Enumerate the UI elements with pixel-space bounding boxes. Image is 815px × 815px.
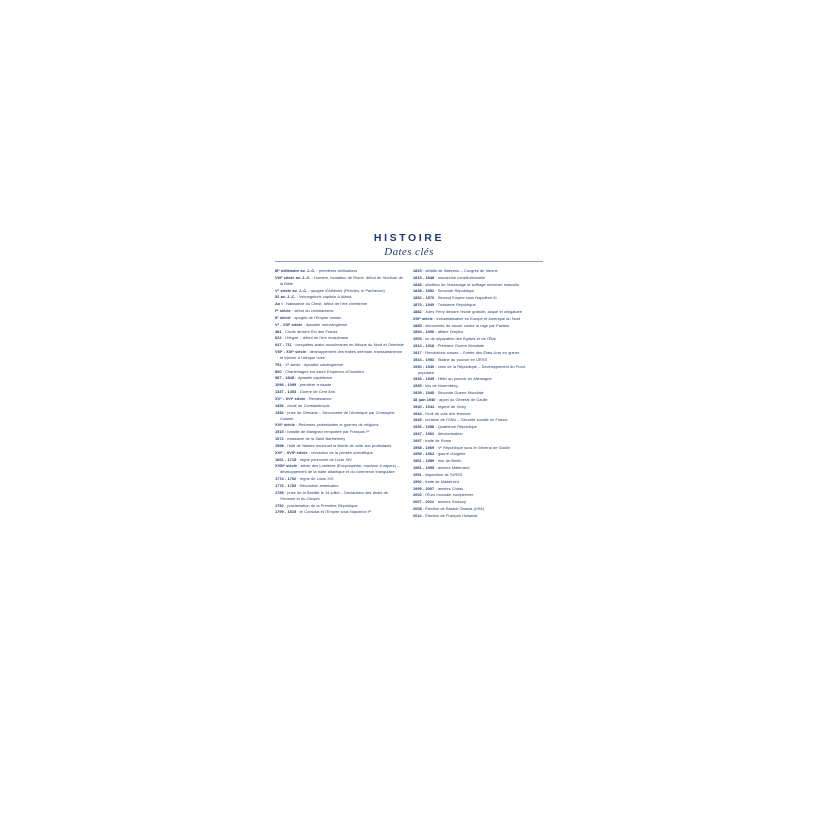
date-label: 1852 - 1870 — [413, 295, 435, 301]
date-entry — [413, 465, 542, 471]
date-description: : Vᵉ République sous le Général de Gaulle — [434, 444, 510, 450]
date-label: 1815 — [413, 268, 422, 273]
date-entry — [275, 268, 404, 274]
date-entry — [413, 424, 542, 430]
date-entry — [413, 275, 542, 281]
date-description: : Réformes protestantes et guerres de religions — [294, 422, 379, 428]
date-entry — [275, 329, 404, 335]
date-entry — [413, 506, 542, 512]
date-entry — [275, 275, 404, 287]
date-description: : Seconde Guerre Mondiale — [434, 390, 484, 396]
date-label: 987 - 1848 — [275, 375, 295, 381]
date-description: : révolution de la pensée scientifique — [307, 449, 373, 455]
date-label: An I — [275, 301, 283, 307]
date-description: : massacre de la Saint Barthélemy — [283, 436, 346, 442]
date-description: : proclamation de la Première République — [283, 502, 358, 508]
date-entry — [275, 308, 404, 314]
date-entry — [413, 357, 542, 363]
date-label: 1515 — [275, 429, 284, 435]
date-description: : Charlemagne est sacré Empereur d'Occident — [281, 368, 364, 374]
date-description: : défaite de Waterloo – Congrès de Vienne — [421, 268, 498, 273]
date-description: : Troisième République — [434, 302, 476, 308]
date-entry — [413, 288, 542, 294]
date-description: : Jules Ferry déclare l'école gratuite, laïque et obligatoire — [421, 308, 522, 314]
date-entry — [275, 483, 404, 489]
date-entry — [275, 422, 404, 428]
date-entry — [413, 486, 542, 492]
date-entry — [275, 375, 404, 381]
date-entry — [413, 404, 542, 410]
date-description: : découverte du vaccin contre la rage par Pasteur — [421, 322, 510, 328]
date-description: : apogée d'Athènes (Périclès, le Parthénon) — [307, 287, 385, 293]
date-description: : règne personnel de Louis XIV — [296, 456, 352, 462]
date-entry — [413, 282, 542, 288]
date-entry — [275, 315, 404, 321]
date-entry — [413, 390, 542, 396]
date-description: : années Sarkozy — [434, 499, 466, 505]
date-entry — [275, 490, 404, 502]
date-label: VIIIᵉ - XIXᵉ siècle — [275, 349, 306, 355]
date-description: : le Consulat et l'Empire sous Napoléon Iᵉʳ — [296, 509, 372, 515]
date-description: : chute de Constantinople — [283, 402, 330, 408]
date-entry — [413, 479, 542, 485]
date-description: : l'Euro monnaie européenne — [421, 492, 474, 498]
date-description: : Droit de vote des femmes — [421, 410, 471, 416]
date-label: 1945 — [413, 417, 422, 423]
date-label: 1959 - 1962 — [413, 451, 435, 457]
date-label: VIIIᵉ siècle av. J.-C. — [275, 274, 311, 280]
date-label: 1947 - 1962 — [413, 430, 435, 436]
date-entry — [275, 335, 404, 341]
date-entry — [275, 369, 404, 375]
date-label: 1933 - 1945 — [413, 376, 435, 382]
date-entry — [275, 457, 404, 463]
date-label: 1774 - 1792 — [275, 476, 297, 482]
date-entry — [275, 436, 404, 442]
date-description: : traité de Rome — [421, 437, 452, 443]
date-label: 1870 - 1940 — [413, 302, 435, 308]
date-description: : Vercingétorix capitule à Alésia — [295, 294, 352, 300]
date-label: 1885 — [413, 322, 422, 328]
date-label: Iᵉʳ siècle — [275, 308, 291, 314]
date-label: 1776 - 1783 — [275, 482, 297, 488]
date-label: 1914 - 1918 — [413, 343, 435, 349]
date-description: : Élection de Barack Obama (USA) — [421, 506, 485, 512]
date-entry — [413, 383, 542, 389]
date-description: : guerre d'Algérie — [434, 451, 466, 457]
date-description: : Première Guerre Mondiale — [434, 343, 485, 349]
date-description: : création de l'ONU – Sécurité sociale en France — [421, 417, 508, 423]
date-entry — [413, 451, 542, 457]
date-entry — [275, 342, 404, 348]
date-description: : années Mitterrand — [434, 465, 470, 471]
date-label: 1917 — [413, 349, 422, 355]
date-label: XVIIIᵉ siècle — [275, 463, 297, 469]
date-label: 1957 — [413, 437, 422, 443]
date-entry — [275, 476, 404, 482]
date-entry — [275, 509, 404, 515]
date-entry — [413, 438, 542, 444]
date-description: : décolonisation — [434, 430, 463, 436]
date-entry — [413, 316, 542, 322]
date-description: : Homère, fondation de Rome, début de l'écriture de la Bible — [280, 274, 403, 286]
date-description: : abolition de l'esclavage et suffrage universel masculin — [421, 281, 520, 287]
date-description: : mur de Berlin — [434, 458, 462, 464]
date-label: 1940 - 1944 — [413, 403, 435, 409]
date-label: 1848 - 1852 — [413, 288, 435, 294]
date-description: : Clovis devient Roi des Francs — [281, 328, 338, 334]
date-description: : Xᵉ siècle : dynastie carolingienne — [281, 361, 343, 367]
date-description: : Guerre de Cent Ans — [296, 389, 335, 395]
date-description: : affaire Dreyfus — [434, 329, 464, 335]
date-entry — [275, 382, 404, 388]
date-description: : années Chirac — [434, 485, 464, 491]
date-description: : conquêtes arabo-musulmanes en Afrique du Nord et Orientale — [291, 342, 404, 348]
date-entry — [275, 450, 404, 456]
date-entry — [275, 403, 404, 409]
date-label: 1939 - 1945 — [413, 390, 435, 396]
date-description: : crise de la République – Développement du Front populaire — [418, 363, 525, 375]
date-description: : Second Empire sous Napoléon III — [434, 295, 497, 301]
date-label: XVIᵉ - XVIIᵉ siècle — [275, 449, 308, 455]
date-label: 1944 — [413, 410, 422, 416]
date-label: 1799 - 1815 — [275, 509, 297, 515]
date-description: : Staline au pouvoir en URSS — [434, 356, 488, 362]
date-entry — [275, 294, 404, 300]
date-label: 1924 - 1953 — [413, 356, 435, 362]
date-description: : disparition de l'URSS — [421, 471, 463, 477]
date-description: : l'Hégire – début de l'ère musulmane — [281, 335, 349, 341]
date-label: 1935 — [413, 383, 422, 389]
date-entry — [275, 429, 404, 435]
date-description: : premières civilisations — [315, 268, 358, 273]
page-subtitle: Dates clés — [384, 246, 434, 258]
date-description: : appel du Général de Gaulle — [435, 396, 488, 402]
date-description: : Quatrième République — [434, 424, 477, 430]
date-entry — [275, 396, 404, 402]
date-label: Vᵉ - VIIIᵉ siècle — [275, 321, 303, 327]
date-entry — [413, 350, 542, 356]
date-entry — [275, 349, 404, 361]
date-label: 1792 — [275, 502, 284, 508]
date-label: 52 av. J.-C. — [275, 294, 296, 300]
date-label: 1848 — [413, 281, 422, 287]
date-label: 1598 — [275, 442, 284, 448]
dates-column-right — [413, 268, 542, 520]
date-label: 800 — [275, 368, 282, 374]
date-label: 1789 — [275, 489, 284, 495]
date-label: 1572 — [275, 436, 284, 442]
title-divider — [275, 261, 543, 262]
date-label: 2008 — [413, 506, 422, 512]
date-label: 1981 - 1995 — [413, 465, 435, 471]
date-entry — [413, 309, 542, 315]
dates-column-left — [275, 268, 404, 516]
date-description: : prise de la Bastille le 14 juillet – Déclaration des droits de l'Homme et du Citoyen — [280, 489, 388, 501]
date-entry — [413, 295, 542, 301]
page-title: HISTOIRE — [373, 232, 445, 244]
date-description: : monarchie constitutionnelle — [434, 274, 486, 280]
date-label: 1337 - 1453 — [275, 389, 297, 395]
date-description: : bataille de Marignan remportée par François Iᵉʳ — [283, 429, 370, 435]
date-description: : régime de Vichy — [434, 403, 467, 409]
date-label: 1905 — [413, 336, 422, 342]
date-label: XVᵉ - XVIᵉ siècle — [275, 395, 306, 401]
date-label: 1995 - 2007 — [413, 485, 435, 491]
date-entry — [413, 499, 542, 505]
date-label: 1453 — [275, 402, 284, 408]
date-description: : Élection de François Hollande — [421, 512, 478, 518]
date-description: : règne de Louis XVI — [296, 476, 334, 482]
date-entry — [413, 458, 542, 464]
date-description: : dynastie capétienne — [294, 375, 333, 381]
date-entry — [413, 417, 542, 423]
date-entry — [275, 389, 404, 395]
date-label: 1815 - 1848 — [413, 274, 435, 280]
date-description: : loi de séparation des Églises et de l'État — [421, 336, 496, 342]
date-entry — [413, 472, 542, 478]
date-entry — [275, 443, 404, 449]
history-key-dates-sheet — [275, 232, 543, 617]
date-entry — [413, 376, 542, 382]
date-description: : traité de Maastricht — [421, 478, 459, 484]
date-entry — [413, 411, 542, 417]
date-entry — [413, 268, 542, 274]
date-description: : début du christianisme — [290, 308, 334, 314]
date-entry — [413, 445, 542, 451]
date-entry — [413, 329, 542, 335]
date-entry — [413, 364, 542, 376]
date-entry — [275, 410, 404, 422]
date-description: : première croisade — [296, 382, 332, 388]
date-description: : l'édit de Nantes reconnaît la liberté de culte aux protestants — [283, 442, 392, 448]
date-label: 2002 — [413, 492, 422, 498]
date-entry — [275, 463, 404, 475]
date-entry — [275, 503, 404, 509]
date-description: : Révolution américaine — [296, 482, 339, 488]
date-description: : Hitler au pouvoir en Allemagne — [434, 376, 492, 382]
date-label: IIIᵉ millénaire av. J.-C. — [275, 268, 316, 273]
date-label: 2012 — [413, 512, 422, 518]
date-entry — [413, 323, 542, 329]
date-label: Vᵉ siècle av. J.-C. — [275, 287, 308, 293]
date-description: : Révolutions russes – Entrée des États-Unis en guerre — [421, 349, 520, 355]
date-entry — [413, 336, 542, 342]
date-description: : Renaissance — [305, 395, 332, 401]
date-description: : lois de Nuremberg — [421, 383, 458, 389]
date-entry — [275, 288, 404, 294]
date-label: 1096 - 1099 — [275, 382, 297, 388]
date-label: XIXᵉ siècle — [413, 315, 433, 321]
date-entry — [413, 492, 542, 498]
date-label: 1991 — [413, 471, 422, 477]
date-label: 1992 — [413, 478, 422, 484]
date-label: XVIᵉ siècle — [275, 422, 295, 428]
date-description: : développement des traites orientale, transsaharienne et interne à l'Afrique noire — [280, 349, 403, 360]
date-label: 622 — [275, 335, 282, 341]
date-description: : dynastie mérovingienne — [302, 321, 348, 327]
date-label: 1882 — [413, 308, 422, 314]
date-entry — [275, 362, 404, 368]
date-label: 1894 - 1906 — [413, 329, 435, 335]
date-label: 1946 - 1958 — [413, 424, 435, 430]
date-description: : Naissance du Christ, début de l'ère chrétienne — [282, 301, 368, 307]
date-label: 2007 - 2012 — [413, 499, 435, 505]
date-entry — [413, 431, 542, 437]
date-description: : industrialisation en Europe et Amérique du Nord — [432, 315, 521, 321]
date-entry — [413, 343, 542, 349]
date-entry — [413, 513, 542, 519]
date-label: 1492 — [275, 409, 284, 415]
date-label: 1930 - 1940 — [413, 363, 435, 369]
date-label: 1958 - 1969 — [413, 444, 435, 450]
date-label: 481 — [275, 328, 282, 334]
dates-columns — [275, 268, 543, 520]
date-label: 1961 - 1989 — [413, 458, 435, 464]
date-entry — [275, 301, 404, 307]
date-label: 647 - 711 — [275, 342, 292, 348]
date-description: : Seconde République — [434, 288, 475, 294]
date-description: : siècle des Lumières (Encyclopédie, machine à vapeur) – développement de la traite atlantique et du commerce triangulaire — [280, 463, 400, 475]
date-label: 751 — [275, 361, 282, 367]
date-label: IIᵉ siècle — [275, 314, 291, 320]
date-description: : prise de Grenade – Découverte de l'Amérique par Christophe Colomb — [280, 409, 395, 421]
date-label: 18 juin 1940 — [413, 396, 436, 402]
date-entry — [275, 322, 404, 328]
date-description: : apogée de l'Empire romain — [290, 314, 342, 320]
date-entry — [413, 302, 542, 308]
date-label: 1661 - 1715 — [275, 456, 297, 462]
date-entry — [413, 397, 542, 403]
